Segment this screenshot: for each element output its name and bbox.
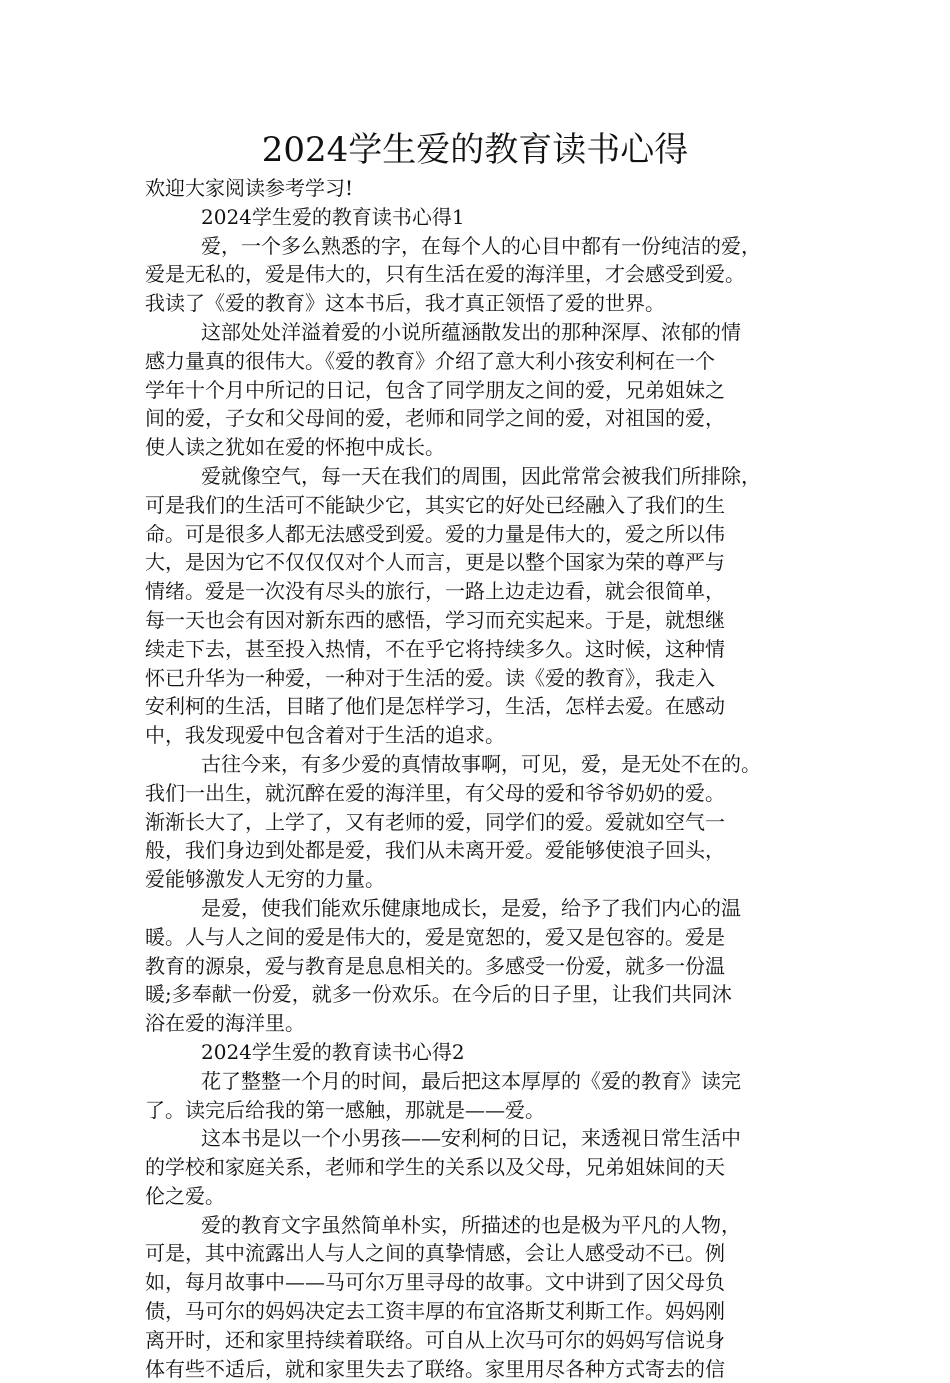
text-line: 如，每月故事中——马可尔万里寻母的故事。文中讲到了因父母负 [145,1270,725,1295]
text-line: 可是，其中流露出人与人之间的真挚情感，会让人感受动不已。例 [145,1241,725,1266]
text-line: 暖;多奉献一份爱，就多一份欢乐。在今后的日子里，让我们共同沐 [145,982,732,1007]
text-line: 怀已升华为一种爱，一种对于生活的爱。读《爱的教育》，我走入 [145,665,715,690]
text-line: 浴在爱的海洋里。 [145,1011,305,1036]
text-line: 间的爱，子女和父母间的爱，老师和同学之间的爱，对祖国的爱， [145,406,725,431]
text-line: 了。读完后给我的第一感触，那就是——爱。 [145,1097,545,1122]
text-line: 我读了《爱的教育》这本书后，我才真正领悟了爱的世界。 [145,291,665,316]
text-line: 大，是因为它不仅仅仅对个人而言，更是以整个国家为荣的尊严与 [145,550,725,575]
document-title: 2024学生爱的教育读书心得 [261,130,689,170]
text-line: 可是我们的生活可不能缺少它，其实它的好处已经融入了我们的生 [145,492,725,517]
text-line: 是爱，使我们能欢乐健康地成长，是爱，给予了我们内心的温 [201,895,741,920]
text-line: 爱，一个多么熟悉的字，在每个人的心目中都有一份纯洁的爱， [201,233,761,258]
text-line: 离开时，还和家里持续着联络。可自从上次马可尔的妈妈写信说身 [145,1327,725,1352]
text-line: 这部处处洋溢着爱的小说所蕴涵散发出的那种深厚、浓郁的情 [201,319,741,344]
text-line: 安利柯的生活，目睹了他们是怎样学习，生活，怎样去爱。在感动 [145,694,725,719]
text-line: 体有些不适后，就和家里失去了联络。家里用尽各种方式寄去的信 [145,1356,725,1381]
document-body [145,174,825,1383]
text-line: 命。可是很多人都无法感受到爱。爱的力量是伟大的，爱之所以伟 [145,521,725,546]
text-line: 每一天也会有因对新东西的感悟，学习而充实起来。于是，就想继 [145,607,725,632]
text-line: 爱是无私的，爱是伟大的，只有生活在爱的海洋里，才会感受到爱。 [145,262,745,287]
text-line: 爱能够激发人无穷的力量。 [145,867,385,892]
text-line: 学年十个月中所记的日记，包含了同学朋友之间的爱，兄弟姐妹之 [145,377,725,402]
text-line: 的学校和家庭关系，老师和学生的关系以及父母，兄弟姐妹间的天 [145,1155,725,1180]
text-line: 般，我们身边到处都是爱，我们从未离开爱。爱能够使浪子回头， [145,838,725,863]
text-line: 这本书是以一个小男孩——安利柯的日记，来透视日常生活中 [201,1126,741,1151]
text-line: 暖。人与人之间的爱是伟大的，爱是宽恕的，爱又是包容的。爱是 [145,924,725,949]
text-line: 欢迎大家阅读参考学习! [145,176,354,200]
text-line: 古往今来，有多少爱的真情故事啊，可见，爱，是无处不在的。 [201,751,761,776]
text-line: 教育的源泉，爱与教育是息息相关的。多感受一份爱，就多一份温 [145,953,725,978]
text-line: 使人读之犹如在爱的怀抱中成长。 [145,435,445,460]
text-line: 2024学生爱的教育读书心得1 [201,204,465,229]
text-line: 伦之爱。 [145,1183,225,1208]
text-line: 我们一出生，就沉醉在爱的海洋里，有父母的爱和爷爷奶奶的爱。 [145,780,725,805]
text-line: 花了整整一个月的时间，最后把这本厚厚的《爱的教育》读完 [201,1068,741,1093]
text-line: 续走下去，甚至投入热情，不在乎它将持续多久。这时候，这种情 [145,636,725,661]
text-line: 感力量真的很伟大。《爱的教育》介绍了意大利小孩安利柯在一个 [145,348,715,373]
text-line: 爱就像空气，每一天在我们的周围，因此常常会被我们所排除， [201,463,761,488]
text-line: 中，我发现爱中包含着对于生活的追求。 [145,723,505,748]
text-line: 渐渐长大了，上学了，又有老师的爱，同学们的爱。爱就如空气一 [145,809,725,834]
text-line: 2024学生爱的教育读书心得2 [201,1039,465,1064]
text-line: 爱的教育文字虽然简单朴实，所描述的也是极为平凡的人物， [201,1212,741,1237]
text-line: 情绪。爱是一次没有尽头的旅行，一路上边走边看，就会很简单， [145,579,725,604]
text-line: 债，马可尔的妈妈决定去工资丰厚的布宜洛斯艾利斯工作。妈妈刚 [145,1299,725,1324]
